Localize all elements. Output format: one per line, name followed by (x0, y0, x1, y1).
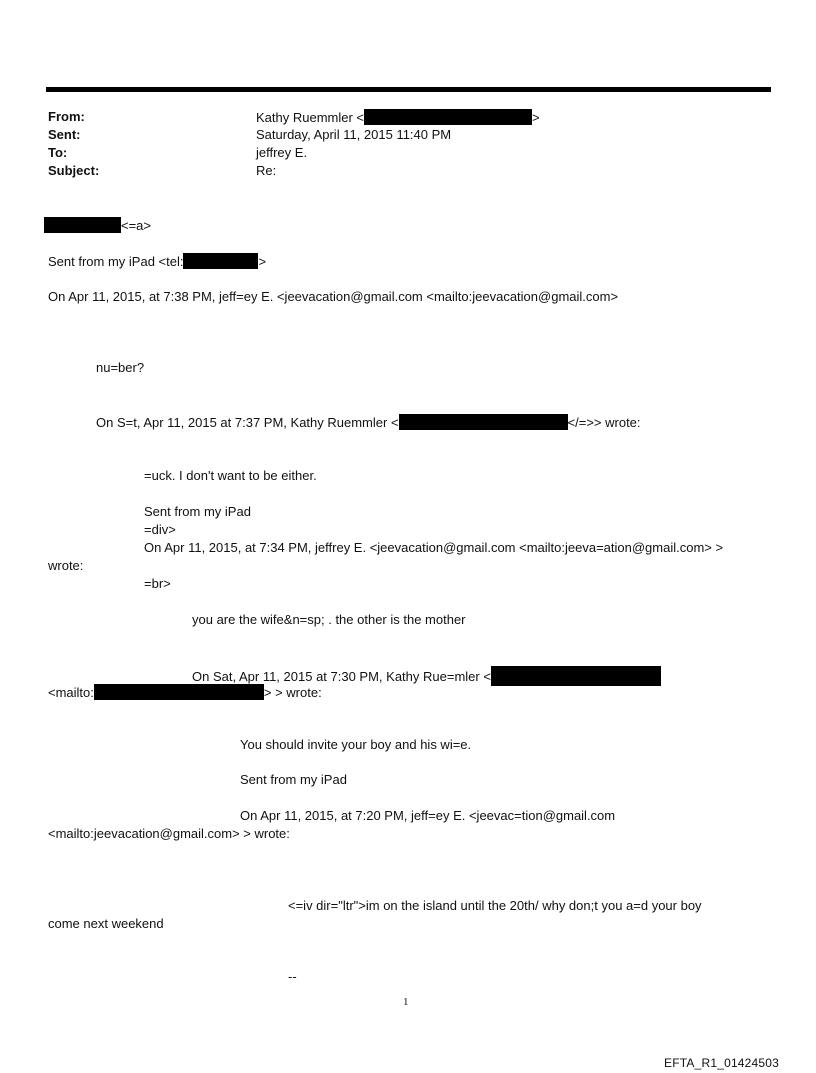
from-label: From: (48, 109, 85, 124)
header-rule (46, 87, 771, 92)
to-label: To: (48, 145, 68, 160)
body-line-6: =uck. I don't want to be either. (144, 468, 317, 483)
sent-value: Saturday, April 11, 2015 11:40 PM (256, 127, 452, 142)
redaction-bar (491, 666, 661, 686)
body-line-17: On Apr 11, 2015, at 7:20 PM, jeff=ey E. <jeevac=tion@gmail.com (240, 808, 616, 823)
from-value (256, 109, 540, 125)
body-line-4: nu=ber? (96, 360, 145, 375)
from-close: > (532, 110, 540, 125)
body-line-2: Sent from my iPad <tel: > (48, 254, 267, 269)
page-number: 1 (403, 996, 409, 1008)
to-value: jeffrey E. (256, 145, 308, 160)
body-line-13: On Sat, Apr 11, 2015 at 7:30 PM, Kathy Rue=mler < (192, 666, 661, 686)
body-line-9: On Apr 11, 2015, at 7:34 PM, jeffrey E. <jeevacation@gmail.com <mailto:jeeva=ation@gmail.com> > (144, 540, 724, 555)
subject-label: Subject: (48, 163, 100, 178)
sent-label: Sent: (48, 127, 81, 142)
body-line-10: wrote: (48, 558, 84, 573)
document-id: EFTA_R1_01424503 (664, 1056, 780, 1070)
body-line-8: =div> (144, 522, 176, 537)
redaction-bar (364, 109, 532, 125)
body-line-20: come next weekend (48, 916, 164, 931)
body-line-5: On S=t, Apr 11, 2015 at 7:37 PM, Kathy Ruemmler < </=>> wrote: (96, 415, 641, 430)
body-line-3: On Apr 11, 2015, at 7:38 PM, jeff=ey E. <jeevacation@gmail.com <mailto:jeevacation@gmail.com> (48, 289, 619, 304)
from-name: Kathy Ruemmler < (256, 110, 365, 125)
body-line-15: You should invite your boy and his wi=e. (240, 737, 472, 752)
body-line-7: Sent from my iPad (144, 504, 251, 519)
body-line-12: you are the wife&n=sp; . the other is the mother (192, 612, 466, 627)
body-line-14: <mailto: > > wrote: (48, 685, 322, 700)
body-line-11: =br> (144, 576, 171, 591)
redaction-bar (183, 253, 258, 269)
subject-value: Re: (256, 163, 277, 178)
body-line-16: Sent from my iPad (240, 772, 347, 787)
redaction-bar (44, 217, 121, 233)
body-line-1: <=a> (44, 217, 151, 233)
body-line-21: -- (288, 969, 297, 984)
body-line-19: <=iv dir="ltr">im on the island until the 20th/ why don;t you a=d your boy (288, 898, 702, 913)
body-line-18: <mailto:jeevacation@gmail.com> > wrote: (48, 826, 290, 841)
redaction-bar (94, 684, 264, 700)
redaction-bar (399, 414, 568, 430)
